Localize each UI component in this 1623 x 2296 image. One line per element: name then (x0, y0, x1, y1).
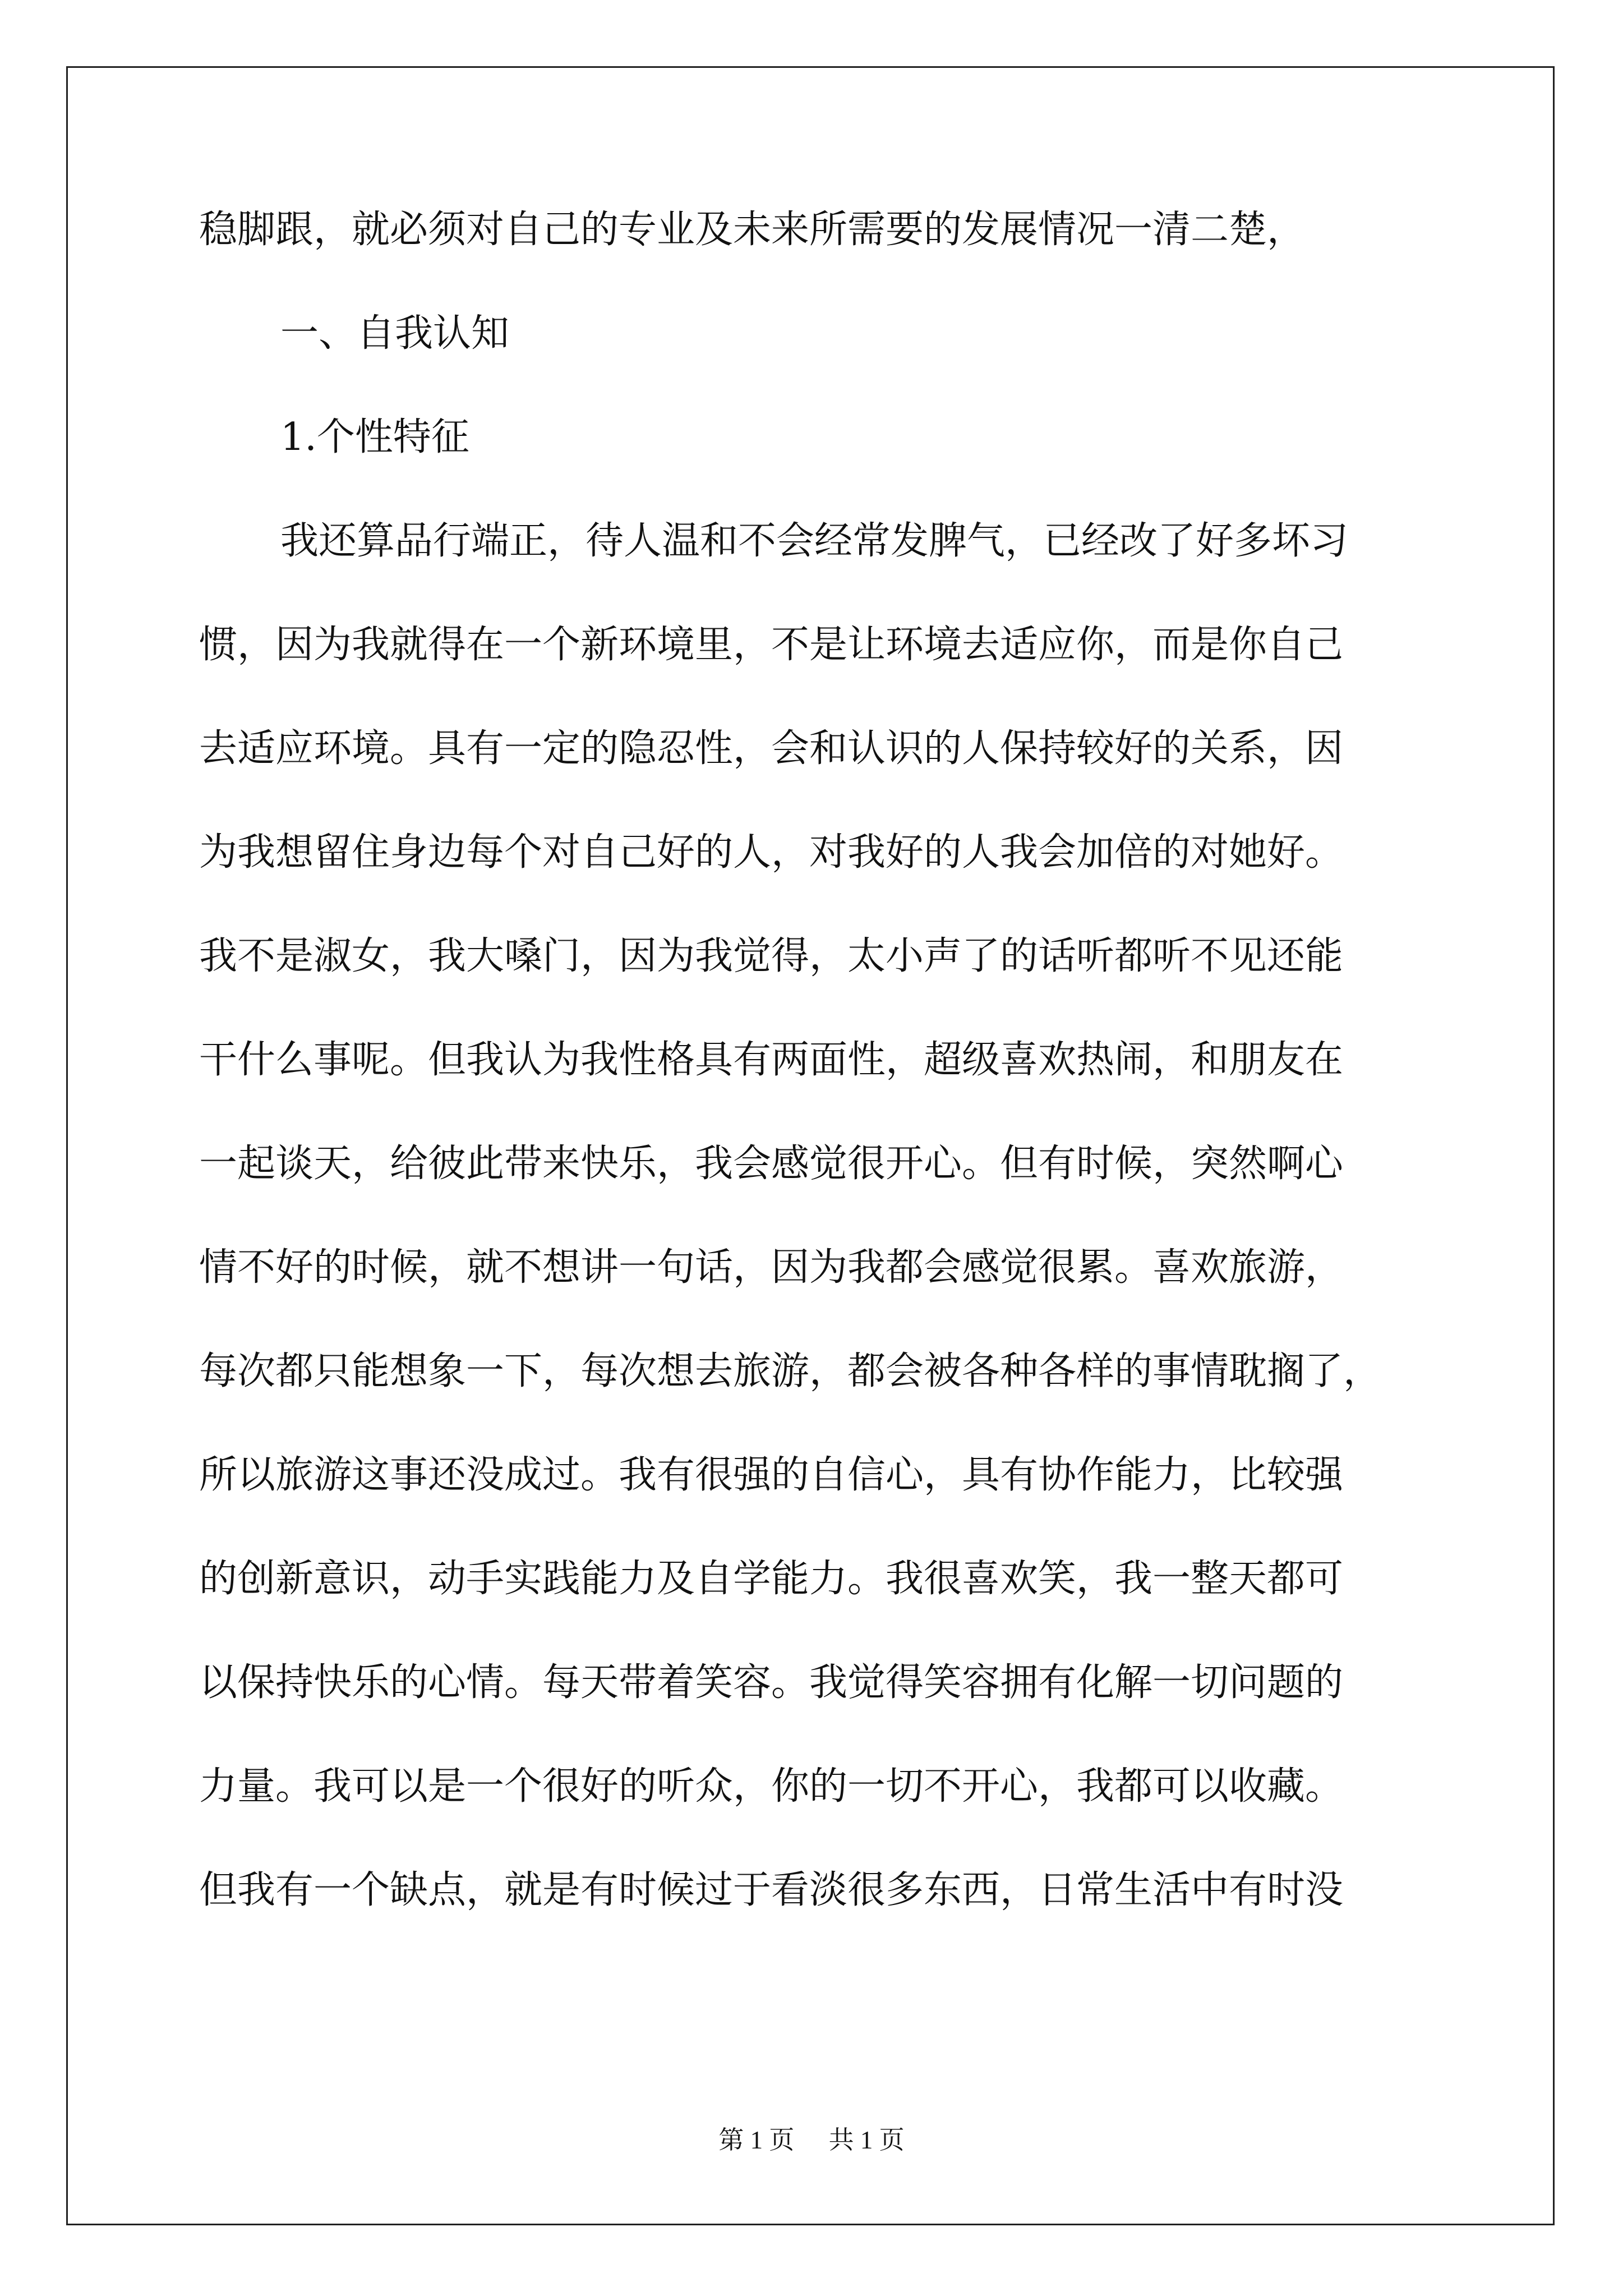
text-line: 每次都只能想象一下，每次想去旅游，都会被各种各样的事情耽搁了， (199, 1349, 1382, 1393)
text-line: 去适应环境。具有一定的隐忍性，会和认识的人保持较好的关系，因 (199, 726, 1344, 771)
text-line: 我还算品行端正，待人温和不会经常发脾气，已经改了好多坏习 (280, 519, 1349, 563)
page-total: 共 1 页 (828, 2126, 905, 2154)
text-line: 以保持快乐的心情。每天带着笑容。我觉得笑容拥有化解一切问题的 (199, 1660, 1344, 1705)
text-line: 为我想留住身边每个对自己好的人，对我好的人我会加倍的对她好。 (199, 830, 1344, 875)
page-number: 第 1 页 (718, 2126, 795, 2154)
page-footer (0, 2123, 1623, 2157)
text-line: 我不是淑女，我大嗓门，因为我觉得，太小声了的话听都听不见还能 (199, 934, 1344, 978)
text-line: 力量。我可以是一个很好的听众，你的一切不开心，我都可以收藏。 (199, 1764, 1344, 1809)
section-heading: 一、自我认知 (280, 311, 510, 356)
text-line: 干什么事呢。但我认为我性格具有两面性，超级喜欢热闹，和朋友在 (199, 1038, 1344, 1082)
text-line: 所以旅游这事还没成过。我有很强的自信心，具有协作能力，比较强 (199, 1453, 1344, 1497)
text-line: 情不好的时候，就不想讲一句话，因为我都会感觉很累。喜欢旅游， (199, 1245, 1344, 1290)
subsection-heading: 1.个性特征 (280, 415, 469, 459)
text-line: 但我有一个缺点，就是有时候过于看淡很多东西，日常生活中有时没 (199, 1868, 1344, 1912)
text-line: 的创新意识，动手实践能力及自学能力。我很喜欢笑，我一整天都可 (199, 1557, 1344, 1601)
text-line: 惯，因为我就得在一个新环境里，不是让环境去适应你，而是你自己 (199, 623, 1344, 667)
text-line: 稳脚跟，就必须对自己的专业及未来所需要的发展情况一清二楚， (199, 208, 1306, 252)
text-line: 一起谈天，给彼此带来快乐，我会感觉很开心。但有时候，突然啊心 (199, 1142, 1344, 1186)
